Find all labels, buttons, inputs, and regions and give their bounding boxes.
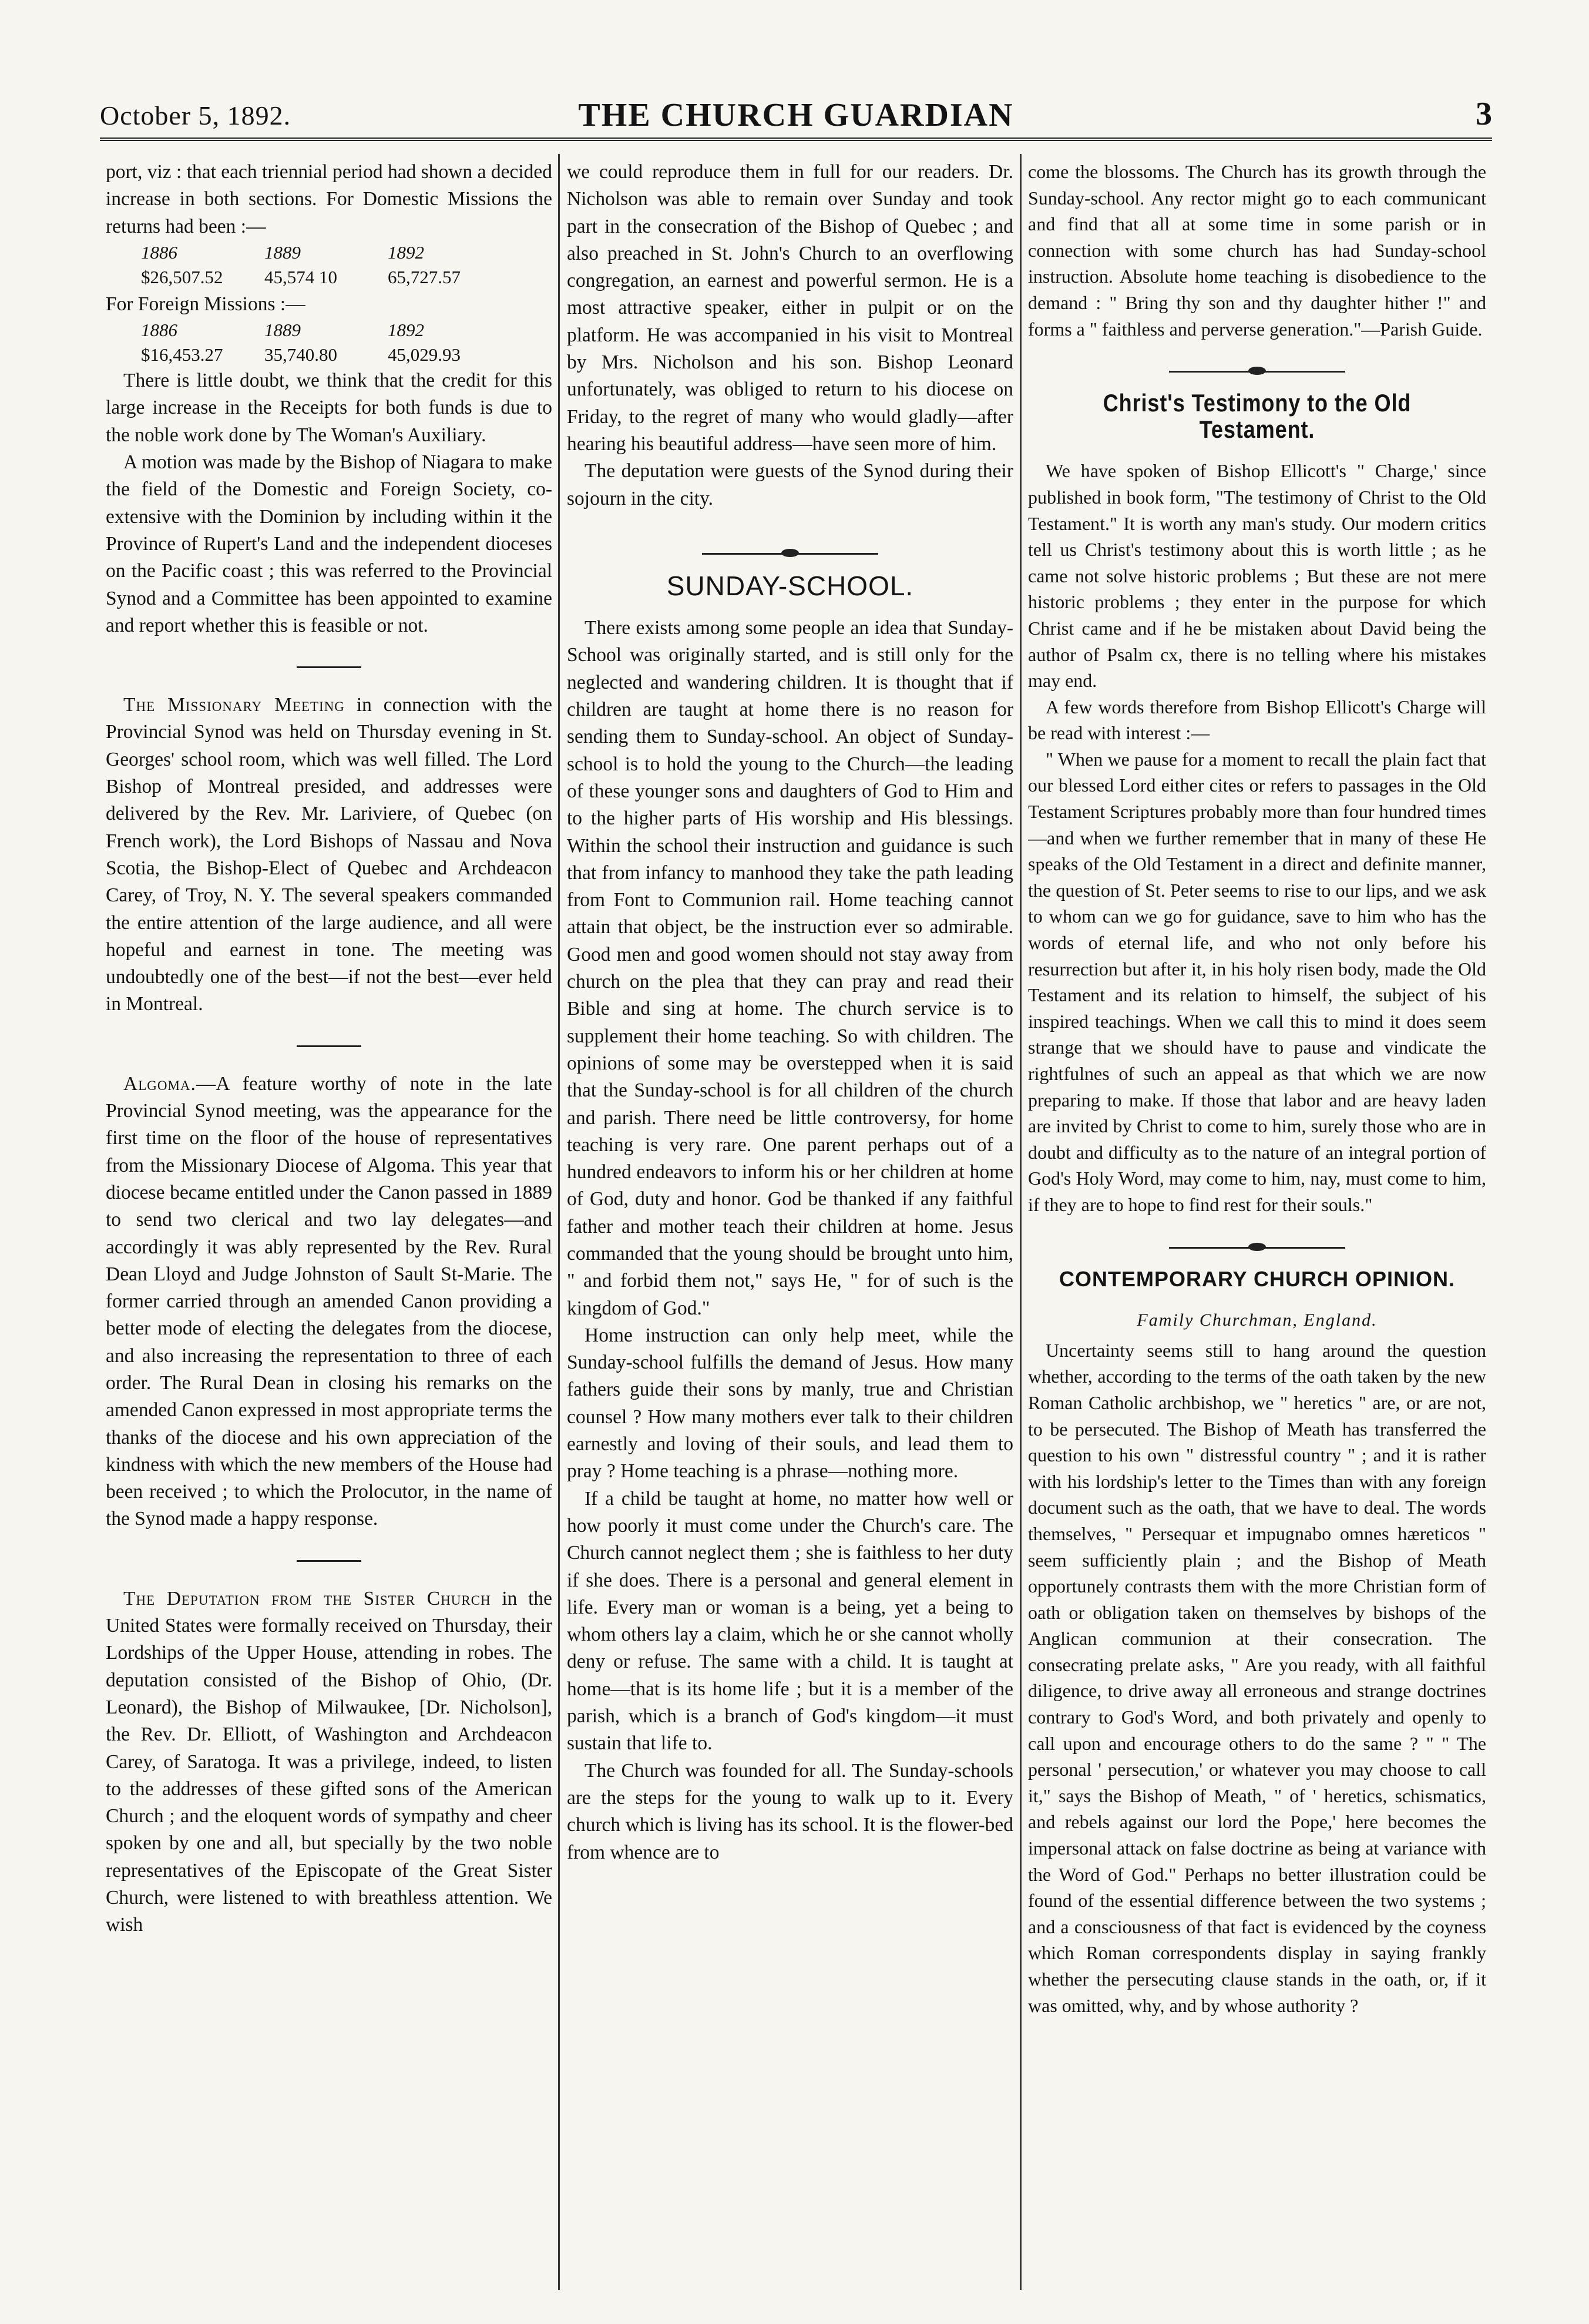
paragraph: There is little doubt, we think that the credit for this large increase in the Receipts for both funds is due to the noble work done by The Woman's Auxiliary. <box>106 370 552 446</box>
paragraph: The Church was founded for all. The Sunday-schools are the steps for the young to walk up to it. Every church which is living has its school. It is the flower-bed from whence are to <box>567 1759 1013 1863</box>
amount-cell: 35,740.80 <box>264 344 337 365</box>
section-heading: SUNDAY-SCHOOL. <box>666 570 914 601</box>
paragraph: We have spoken of Bishop Ellicott's " Charge,' since published in book form, "The testimony of Christ to the Old Testament." It is worth any man's study. Our modern critics tell us Christ's testimony about this is worth little ; as he came not solve historic problems ; But these are not mere historic problems ; they enter in the purpose for which Christ came and if he be mistaken about David being the author of Psalm cx, there is no telling where his mistakes may end. <box>1028 460 1486 692</box>
amount-cell: $26,507.52 <box>141 266 223 287</box>
year-cell: 1886 <box>141 320 177 341</box>
year-cell: 1886 <box>141 242 177 263</box>
masthead <box>100 88 1492 141</box>
year-cell: 1889 <box>264 320 301 341</box>
amount-cell: 65,727.57 <box>388 266 461 287</box>
source-byline: Family Churchman, England. <box>1137 1310 1378 1330</box>
paragraph: Uncertainty seems still to hang around the question whether, according to the terms of the oath taken by the new Roman Catholic archbishop, we " heretics " are, or are not, to be persecuted. The Bishop of Meath has transferred the question to his own " distressful country " ; and it is rather with his lordship's letter to the Times than with any foreign document such as the oath, that we have to deal. The words themselves, " Persequar et impugnabo omnes hæreticos " seem sufficiently plain ; and the Bishop of Meath opportunely contrasts them with the more Christian form of oath or obligation taken on themselves by bishops of the Anglican communion at their consecration. The consecrating prelate asks, " Are you ready, with all faithful diligence, to drive away all erroneous and strange doctrines contrary to God's Word, and both privately and openly to call upon and encourage others to do the same ? " " The personal ' persecution,' or whatever you may choose to call it," says the Bishop of Meath, " of ' heretics, schismatics, and rebels against our lord the Pope,' here becomes the impersonal attack on false doctrine as being at variance with the Word of God." Perhaps no better illustration could be found of the essential difference between the two systems ; and a consciousness of that fact is evidenced by the coyness which Roman correspondents display in saying frankly whether the persecuting clause stands in the oath, or, if it was omitted, why, and by whose authority ? <box>1028 1339 1486 2016</box>
page-number: 3 <box>1476 96 1492 132</box>
paragraph-lead: The Missionary Meeting <box>123 694 345 716</box>
domestic-years-row <box>106 240 552 265</box>
foreign-years-row <box>106 318 552 343</box>
section-rule <box>297 666 361 668</box>
year-cell: 1892 <box>388 242 424 263</box>
column-1 <box>106 159 552 2286</box>
ornament-rule <box>1169 1242 1345 1253</box>
paragraph-lead: Algoma. <box>123 1072 196 1095</box>
paragraph-body: in connection with the Provincial Synod was held on Thursday evening in St. Georges' school room, which was well filled. The Lord Bishop of Montreal presided, and addresses were delivered by the Rev. Mr. Lariviere, of Quebec (on French work), the Lord Bishops of Nassau and Nova Scotia, the Bishop-Elect of Quebec and Archdeacon Carey, of Troy, N. Y. The several speakers commanded the entire attention of the large audience, and all were hopeful and earnest in tone. The meeting was undoubtedly one of the best—if not the best—ever held in Montreal. <box>106 694 552 1015</box>
paragraph-body: in the United States were formally received on Thursday, their Lordships of the Upper House, attending in robes. The deputation consisted of the Bishop of Ohio, (Dr. Leonard), the Bishop of Milwaukee, [Dr. Nicholson], the Rev. Dr. Elliott, of Washington and Archdeacon Carey, of Saratoga. It was a privilege, indeed, to listen to the addresses of these gifted sons of the American Church ; and the eloquent words of sympathy and cheer spoken by one and all, but specially by the two noble representatives of the Episcopate of the Great Sister Church, were listened to with breathless attention. We wish <box>106 1587 552 1936</box>
paragraph: There exists among some people an idea that Sunday-School was originally started, and is still only for the neglected and wandering children. It is thought that if children are taught at home there is no reason for sending them to Sunday-school. An object of Sunday-school is to hold the young to the Church—the leading of these younger sons and daughters of God to Him and to the higher parts of His worship and His blessings. Within the school their instruction and guidance is such that from infancy to manhood they take the path leading from Font to Communion rail. Home teaching cannot attain that object, be the instruction ever so admirable. Good men and good women should not stay away from church on the plea that they can pray and read their Bible and sing at home. The church service is to supplement their home teaching. So with children. The opinions of some may be overstepped when it is said that the Sunday-school is for all children of the church and parish. There need be little controversy, for home teaching is very rare. One parent perhaps out of a hundred endeavors to inform his or her children at home of God, duty and honor. God be thanked if any faithful father and mother teach their children at home. Jesus commanded that the young should be brought unto him, " and forbid them not," says He, " for of such is the kingdom of God." <box>567 617 1013 1319</box>
paragraph: " When we pause for a moment to recall the plain fact that our blessed Lord either cites or refers to passages in the Old Testament Scriptures probably more than four hundred times—and when we further remember that in many of these He speaks of the Old Testament in a direct and definite manner, the question of St. Peter seems to rise to our lips, and we ask to whom can we go for guidance, save to him who has the words of eternal life, and who not only before his resurrection but after it, in his holy risen body, made the Old Testament and its relation to himself, the subject of his inspired teachings. When we call this to mind it does seem strange that we should have to pause and vindicate the rightfulnes of such an appeal as that which we are now preparing to make. If those that labor and are heavy laden are invited by Christ to come to him, surely those who are in doubt and difficulty as to the nature of an integral portion of God's Holy Word, may come to him, nay, must come to him, if they are to hope to find rest for their souls." <box>1028 748 1486 1215</box>
amount-cell: $16,453.27 <box>141 344 223 365</box>
paragraph: we could reproduce them in full for our readers. Dr. Nicholson was able to remain over Sunday and took part in the consecration of the Bishop of Quebec ; and also preached in St. John's Church to an overflowing congregation, an earnest and powerful sermon. He is a most attractive speaker, either in pulpit or on the platform. He was accompanied in his visit to Montreal by Mrs. Nicholson and his son. Bishop Leonard unfortunately, was obliged to return to his diocese on Friday, to the regret of many who would gladly—after hearing his beautiful address—have seen more of him. <box>567 161 1013 455</box>
year-cell: 1892 <box>388 320 424 341</box>
foreign-values-row <box>106 343 552 367</box>
paragraph: port, viz : that each triennial period had shown a decided increase in both sections. For Domestic Missions the returns had been :— <box>106 161 552 237</box>
paragraph-lead: The Deputation from the Sister Church <box>123 1587 491 1609</box>
newspaper-title: THE CHURCH GUARDIAN <box>578 97 1014 133</box>
paragraph <box>106 692 552 1018</box>
ornament-rule <box>702 548 878 559</box>
paragraph <box>106 1071 552 1533</box>
section-rule <box>297 1560 361 1562</box>
paragraph: Home instruction can only help meet, while the Sunday-school fulfills the demand of Jesus. How many fathers guide their sons by manly, true and Christian counsel ? How many mothers ever talk to their children earnestly and loving of their souls, and lead them to pray ? Home teaching is a phrase—nothing more. <box>567 1324 1013 1483</box>
masthead-rule <box>100 138 1492 141</box>
paragraph-body: —A feature worthy of note in the late Provincial Synod meeting, was the appearance for the first time on the floor of the house of representatives from the Missionary Diocese of Algoma. This year that diocese became entitled under the Canon passed in 1889 to send two clerical and two lay delegates—and accordingly it was ably represented by the Rev. Rural Dean Lloyd and Judge Johnston of Sault St-Marie. The former carried through an amended Canon providing a better mode of electing the delegates from the diocese, and also increasing the representation to three of each order. The Rural Dean in closing his remarks on the amended Canon expressed in most appropriate terms the thanks of the diocese and his own appreciation of the kindness with which the new members of the House had been received ; to which the Prolocutor, in the name of the Synod made a happy response. <box>106 1072 552 1530</box>
column-divider <box>558 154 560 2290</box>
domestic-values-row <box>106 265 552 290</box>
amount-cell: 45,574 10 <box>264 266 337 287</box>
amount-cell: 45,029.93 <box>388 344 461 365</box>
column-2 <box>567 159 1013 2286</box>
paragraph: come the blossoms. The Church has its growth through the Sunday-school. Any rector might go to each communicant and find that all at some time in some parish or in connection with some church has had Sunday-school instruction. Absolute home teaching is disobedience to the demand : " Bring thy son and thy daughter hither !" and forms a " faithless and perverse generation."—Parish Guide. <box>1028 161 1486 340</box>
paragraph: A motion was made by the Bishop of Niagara to make the field of the Domestic and Foreign Society, co-extensive with the Dominion by including within it the Province of Rupert's Land and the independent dioceses on the Pacific coast ; this was referred to the Provincial Synod and a Committee has been appointed to examine and report whether this is feasible or not. <box>106 451 552 636</box>
paragraph: If a child be taught at home, no matter how well or how poorly it must come under the Church's care. The Church cannot neglect them ; she is faithless to her duty if she does. There is a personal and general element in life. Every man or woman is a being, yet a being to whom others lay a claim, which he or she cannot wholly deny or refuse. The same with a child. It is taught at home—that is its home life ; but it is a member of the parish, which is a branch of God's kingdom—it must sustain that life to. <box>567 1487 1013 1755</box>
ornament-rule <box>1169 365 1345 377</box>
section-heading: CONTEMPORARY CHURCH OPINION. <box>1059 1266 1456 1291</box>
foreign-missions-label: For Foreign Missions :— <box>106 293 305 315</box>
section-heading: Christ's Testimony to the Old Testament. <box>1103 389 1412 443</box>
column-divider <box>1020 154 1022 2290</box>
paragraph: A few words therefore from Bishop Ellicott's Charge will be read with interest :— <box>1028 696 1486 744</box>
column-3 <box>1028 159 1486 2286</box>
paragraph: The deputation were guests of the Synod during their sojourn in the city. <box>567 460 1013 509</box>
issue-date: October 5, 1892. <box>100 100 291 130</box>
paragraph <box>106 1585 552 1939</box>
year-cell: 1889 <box>264 242 301 263</box>
section-rule <box>297 1045 361 1047</box>
